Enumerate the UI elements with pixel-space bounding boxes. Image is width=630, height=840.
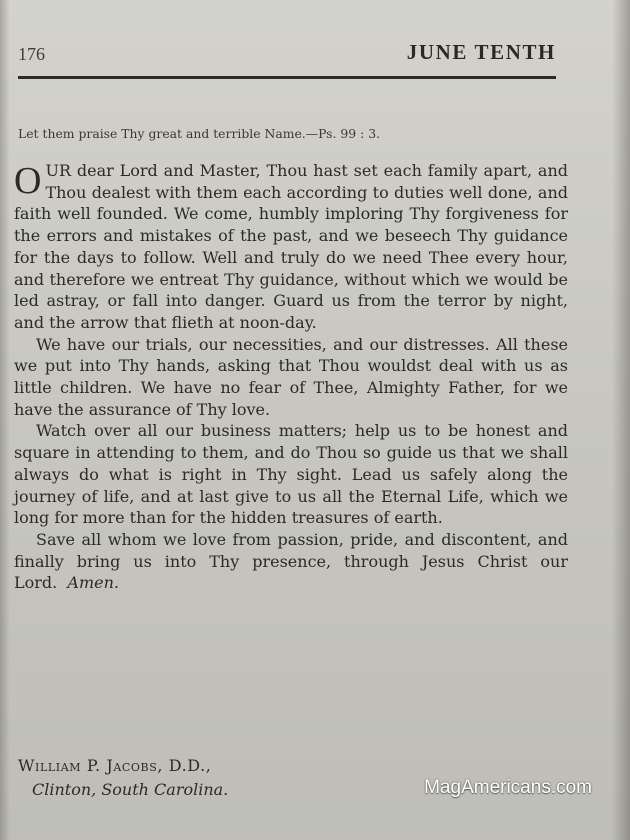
amen: Amen. bbox=[67, 573, 119, 593]
paragraph-4-text: Save all whom we love from passion, pride, and discontent, and finally bring us into Thy presence, through Jesus Christ our Lord. bbox=[14, 529, 568, 593]
header-rule bbox=[18, 76, 556, 79]
page-gutter-shadow bbox=[0, 0, 10, 840]
author-signature bbox=[18, 756, 318, 799]
scripture-epigraph: Let them praise Thy great and terrible Name.—Ps. 99 : 3. bbox=[18, 126, 381, 141]
drop-cap: O bbox=[14, 160, 42, 202]
prayer-text bbox=[14, 160, 568, 594]
page-edge-shadow bbox=[612, 0, 630, 840]
watermark: MagAmericans.com bbox=[424, 777, 592, 798]
prayer-paragraph-2: We have our trials, our necessities, and our distresses. All these we put into Thy hands, asking that Thou wouldst deal with us as little children. We have no fear of Thee, Almighty Father, for we have the assurance of Thy love. bbox=[14, 334, 568, 419]
lead-in-caps: UR bbox=[45, 161, 71, 180]
prayer-paragraph-4 bbox=[14, 529, 568, 594]
paragraph-1-text: dear Lord and Master, Thou hast set each family apart, and Thou dealest with them each according to duties well done, and faith well founded. We come, humbly imploring Thy forgiveness for the errors and mistakes of the past, and we beseech Thy guidance for the days to follow. Well and truly do we need Thee every hour, and therefore we entreat Thy guidance, without which we would be led astray, or fall into danger. Guard us from the terror by night, and the arrow that flieth at noon-day. bbox=[14, 161, 568, 332]
page-number: 176 bbox=[18, 44, 45, 64]
author-name: William P. Jacobs, D.D., bbox=[18, 756, 212, 775]
prayer-paragraph-1 bbox=[14, 160, 568, 334]
page-title: JUNE TENTH bbox=[406, 40, 556, 64]
author-location: Clinton, South Carolina. bbox=[32, 780, 229, 799]
prayer-paragraph-3: Watch over all our business matters; help us to be honest and square in attending to them, and do Thou so guide us that we shall always do what is right in Thy sight. Lead us safely along the journey of life, and at last give to us all the Eternal Life, which we long for more than for the hidden treasures of earth. bbox=[14, 421, 568, 528]
running-header bbox=[18, 40, 556, 70]
